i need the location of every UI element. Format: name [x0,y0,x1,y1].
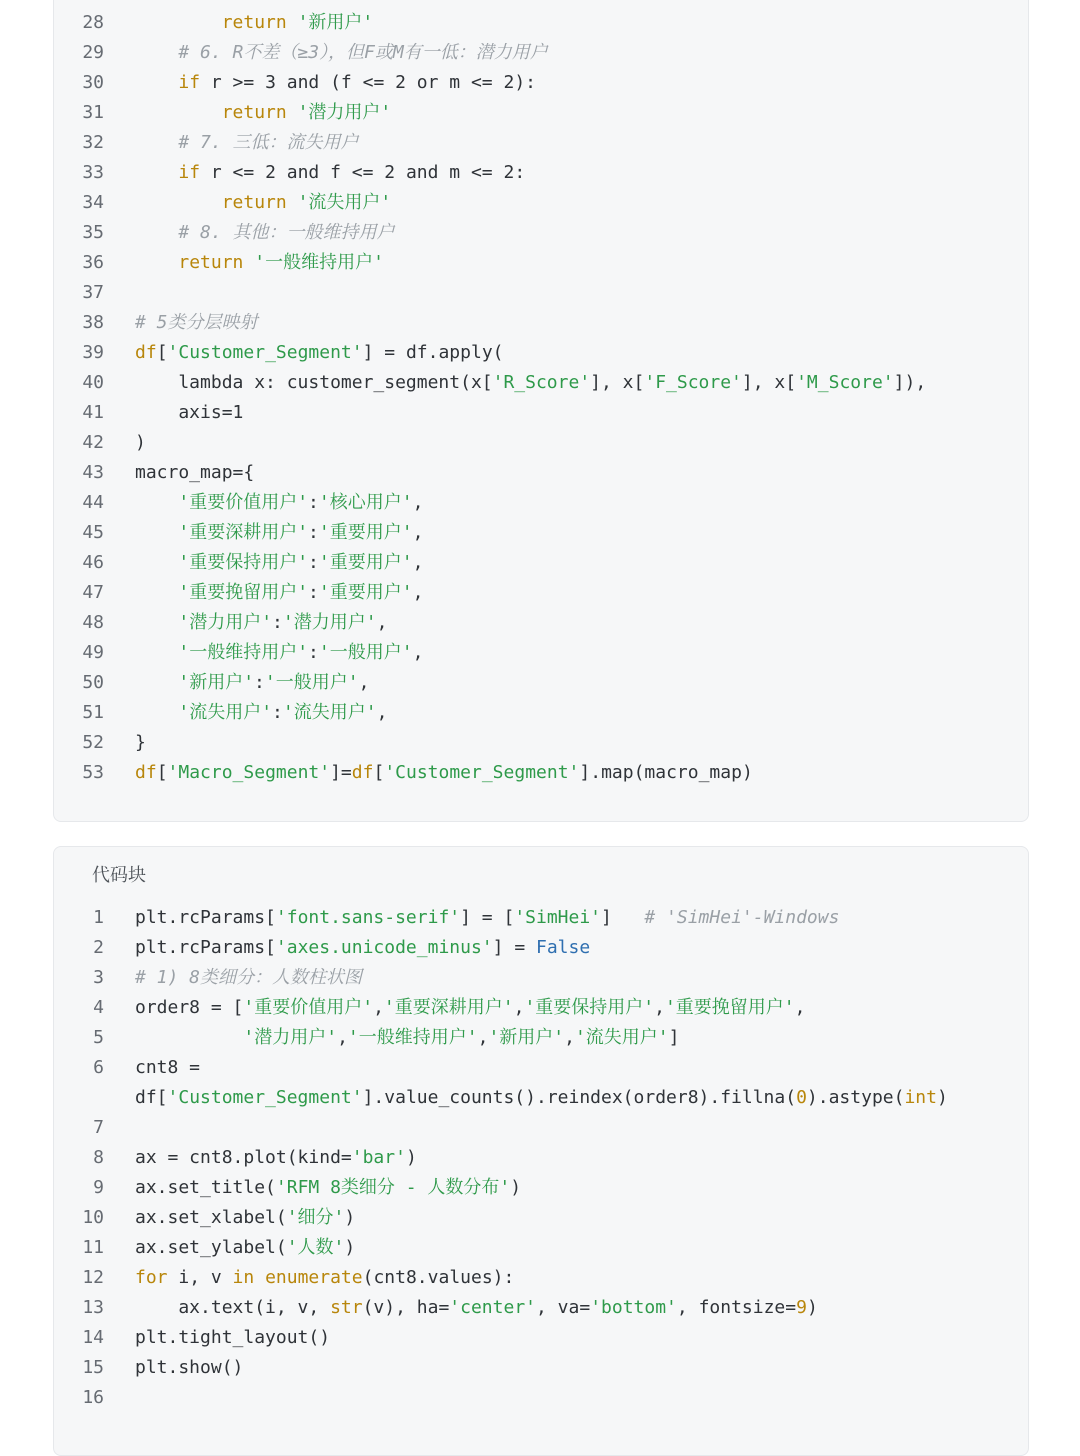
code-token: return [178,252,244,273]
code-token: 'Customer_Segment' [167,342,363,363]
code-token: r <= 2 and f <= 2 and m <= 2: [200,162,526,183]
code-token: '潜力用户' [178,612,273,633]
code-token: 'Customer_Segment' [167,1087,363,1108]
code-token: '重要用户' [318,582,413,603]
code-token: return [221,12,287,33]
code-text [135,68,536,98]
line-number: 47 [82,582,104,603]
code-token [287,12,298,33]
code-token: plt.rcParams[ [135,937,276,958]
code-token [135,612,178,633]
code-token: ) [510,1177,522,1198]
code-token: , [376,612,388,633]
code-token: , [477,1027,489,1048]
code-text [135,1143,417,1173]
line-number: 35 [82,222,104,243]
code-token [135,642,178,663]
code-text [135,338,504,368]
code-token: ] = df.apply( [362,342,504,363]
code-token: ax = cnt8.plot(kind= [135,1147,352,1168]
code-token: plt.tight_layout() [135,1327,331,1348]
code-token: , [654,997,665,1018]
code-text [135,728,146,758]
code-text [135,8,373,38]
code-token: df [135,342,157,363]
line-number: 44 [82,492,104,513]
code-token: '一般维持用户' [347,1027,478,1048]
line-number: 14 [82,1327,104,1348]
code-token [135,192,222,213]
code-token: False [536,937,591,958]
code-token: ) [135,432,146,453]
line-number: 6 [93,1057,104,1078]
code-token: in [232,1267,255,1288]
code-token: 'F_Score' [644,372,742,393]
code-text [135,38,548,68]
code-token [135,672,178,693]
code-text [135,933,590,963]
code-token: enumerate [265,1267,363,1288]
code-token: axis=1 [135,402,244,423]
line-number: 40 [82,372,104,393]
line-number: 15 [82,1357,104,1378]
line-number: 52 [82,732,104,753]
code-token: return [221,102,287,123]
line-number: 5 [93,1027,104,1048]
line-number: 51 [82,702,104,723]
line-number: 7 [93,1117,104,1138]
line-number: 42 [82,432,104,453]
code-token: '重要挽留用户' [178,582,309,603]
code-token: 'bottom' [590,1297,677,1318]
line-number: 50 [82,672,104,693]
code-text [135,188,391,218]
line-number: 48 [82,612,104,633]
code-token: 'SimHei' [514,907,602,928]
code-text [135,963,362,993]
code-token: df[ [135,1087,168,1108]
code-text [135,1203,355,1233]
code-token: if [178,162,201,183]
code-token: (cnt8.values): [362,1267,515,1288]
code-token: # 1) 8类细分：人数柱状图 [135,967,363,988]
code-text [135,158,525,188]
code-text [135,903,839,933]
code-token: , va= [536,1297,591,1318]
code-token: '重要保持用户' [524,997,655,1018]
code-token: for [135,1267,168,1288]
code-text [135,1083,948,1113]
code-token: '重要用户' [318,552,413,573]
code-token: '流失用户' [574,1027,669,1048]
code-token: # 'SimHei'-Windows [644,907,840,928]
code-token: '核心用户' [318,492,413,513]
code-text [135,458,254,488]
code-token: , [337,1027,348,1048]
code-token: ].value_counts().reindex(order8).fillna( [362,1087,797,1108]
code-token: , [794,997,806,1018]
code-token [135,132,178,153]
code-token: df [351,762,374,783]
code-token: ) [936,1087,948,1108]
code-text [135,698,387,728]
line-number: 45 [82,522,104,543]
line-number: 38 [82,312,104,333]
code-text [135,1233,355,1263]
code-token: ) [806,1297,818,1318]
code-token: '流失用户' [282,702,377,723]
code-token: [ [156,342,168,363]
code-token: '重要深耕用户' [178,522,309,543]
code-token [135,492,178,513]
code-token: '重要价值用户' [178,492,309,513]
code-token: ) [405,1147,417,1168]
line-number: 53 [82,762,104,783]
code-token: # 5类分层映射 [135,312,258,333]
line-number: 13 [82,1297,104,1318]
code-token: ] [668,1027,680,1048]
line-number: 29 [82,42,104,63]
code-text [135,1053,200,1083]
code-block-1 [53,0,1029,822]
line-number: 31 [82,102,104,123]
code-token: 'axes.unicode_minus' [275,937,493,958]
code-token: plt.rcParams[ [135,907,276,928]
code-token: '一般维持用户' [178,642,309,663]
code-token: # 6. R不差（≥3），但F或M有一低：潜力用户 [178,42,548,63]
code-token: int [904,1087,937,1108]
line-number: 3 [93,967,104,988]
code-token: '流失用户' [178,702,273,723]
code-token: , [412,552,424,573]
code-token: ].map(macro_map) [579,762,753,783]
code-token: ax.set_title( [135,1177,276,1198]
code-token: 'Customer_Segment' [384,762,580,783]
line-number: 41 [82,402,104,423]
code-token [135,162,178,183]
code-token: : [272,702,283,723]
code-token: ]= [330,762,352,783]
code-token: , fontsize= [676,1297,797,1318]
code-token: if [178,72,201,93]
code-text [135,608,387,638]
code-token: : [308,492,319,513]
code-token: , [412,522,424,543]
code-token [135,72,178,93]
code-token: : [308,522,319,543]
code-token: ) [344,1237,356,1258]
code-token: ] = [492,937,536,958]
code-token: : [308,642,319,663]
code-token: '细分' [286,1207,345,1228]
code-text [135,308,258,338]
code-token: str [330,1297,363,1318]
line-number: 16 [82,1387,104,1408]
code-block-2 [53,846,1029,1456]
code-token: 'M_Score' [796,372,894,393]
code-token: '重要深耕用户' [383,997,514,1018]
code-token: order8 = [ [135,997,244,1018]
code-token: , [412,642,424,663]
code-text [135,1023,680,1053]
line-number: 28 [82,12,104,33]
code-token: 0 [796,1087,807,1108]
code-token: , [412,492,424,513]
code-token: '新用户' [178,672,255,693]
code-text [135,1353,243,1383]
code-token: 'RFM 8类细分 - 人数分布' [275,1177,511,1198]
line-number: 8 [93,1147,104,1168]
line-number: 1 [93,907,104,928]
code-token [135,702,178,723]
code-token: '潜力用户' [282,612,377,633]
code-token: '新用户' [488,1027,565,1048]
code-text [135,1293,818,1323]
code-text [135,668,369,698]
code-text [135,128,359,158]
line-number: 33 [82,162,104,183]
code-text [135,993,806,1023]
code-token [135,582,178,603]
code-text [135,98,391,128]
code-text [135,1173,521,1203]
code-token: ], x[ [741,372,797,393]
code-token: i, v [167,1267,233,1288]
code-token: '重要用户' [318,522,413,543]
line-number: 49 [82,642,104,663]
code-token: '一般维持用户' [254,252,384,273]
code-token: 'Macro_Segment' [167,762,331,783]
code-text [135,548,423,578]
code-text [135,398,243,428]
code-token: : [308,552,319,573]
code-token: '重要挽留用户' [664,997,795,1018]
line-number: 12 [82,1267,104,1288]
code-token: : [254,672,265,693]
code-token [254,1267,265,1288]
code-token [243,252,254,273]
code-token: 'center' [449,1297,536,1318]
code-token: , [412,582,424,603]
code-text [135,248,384,278]
code-token: '流失用户' [297,192,392,213]
code-block-title: 代码块 [92,865,146,886]
code-token: macro_map={ [135,462,255,483]
code-text [135,428,146,458]
code-token: df [135,762,157,783]
line-number: 9 [93,1177,104,1198]
line-number: 11 [82,1237,104,1258]
code-token [135,1027,243,1048]
code-token: 'bar' [351,1147,406,1168]
code-token [135,42,178,63]
code-token: ) [344,1207,356,1228]
code-token: 'R_Score' [492,372,591,393]
code-text [135,758,753,788]
line-number: 39 [82,342,104,363]
code-token: : [272,612,283,633]
code-token [135,552,178,573]
code-token: : [308,582,319,603]
line-number: 43 [82,462,104,483]
code-text [135,638,423,668]
line-number: 2 [93,937,104,958]
code-token: '重要价值用户' [243,997,374,1018]
code-token: '人数' [286,1237,345,1258]
code-token: plt.show() [135,1357,244,1378]
code-token: 9 [796,1297,807,1318]
line-number: 46 [82,552,104,573]
code-text [135,368,926,398]
code-token: (v), ha= [362,1297,450,1318]
code-token: r >= 3 and (f <= 2 or m <= 2): [200,72,536,93]
line-number: 4 [93,997,104,1018]
code-token: '一般用户' [318,642,413,663]
code-text [135,578,423,608]
code-token: , [513,997,525,1018]
code-token: , [358,672,370,693]
code-token: cnt8 = [135,1057,201,1078]
code-token: [ [156,762,168,783]
code-token: '重要保持用户' [178,552,309,573]
code-token: return [221,192,287,213]
code-token [135,222,178,243]
code-token: ] = [ [460,907,515,928]
line-number: 37 [82,282,104,303]
code-token: ] [601,907,645,928]
code-token: lambda x: customer_segment(x[ [135,372,493,393]
code-token [135,12,222,33]
code-token [287,102,298,123]
code-token: ]), [893,372,927,393]
code-token: ax.text(i, v, [135,1297,331,1318]
code-text [135,218,395,248]
line-number: 10 [82,1207,104,1228]
code-text [135,518,423,548]
line-number: 36 [82,252,104,273]
code-text [135,488,423,518]
code-token [135,252,178,273]
code-token [135,102,222,123]
line-number: 34 [82,192,104,213]
code-token: ax.set_xlabel( [135,1207,287,1228]
code-token [287,192,298,213]
code-token: } [135,732,146,753]
code-token: ], x[ [590,372,645,393]
line-number: 32 [82,132,104,153]
code-token: '潜力用户' [243,1027,338,1048]
code-token [135,522,178,543]
code-token: '潜力用户' [297,102,392,123]
code-token: ax.set_ylabel( [135,1237,287,1258]
code-token: , [564,1027,575,1048]
code-text [135,1263,514,1293]
code-token: # 8. 其他：一般维持用户 [178,222,395,243]
code-text [135,1323,330,1353]
code-token: '新用户' [297,12,374,33]
code-token: 'font.sans-serif' [275,907,461,928]
code-token: ).astype( [806,1087,905,1108]
code-token: , [373,997,384,1018]
code-token: '一般用户' [264,672,359,693]
code-token: , [376,702,388,723]
code-token: [ [373,762,385,783]
code-token: # 7. 三低：流失用户 [178,132,359,153]
line-number: 30 [82,72,104,93]
